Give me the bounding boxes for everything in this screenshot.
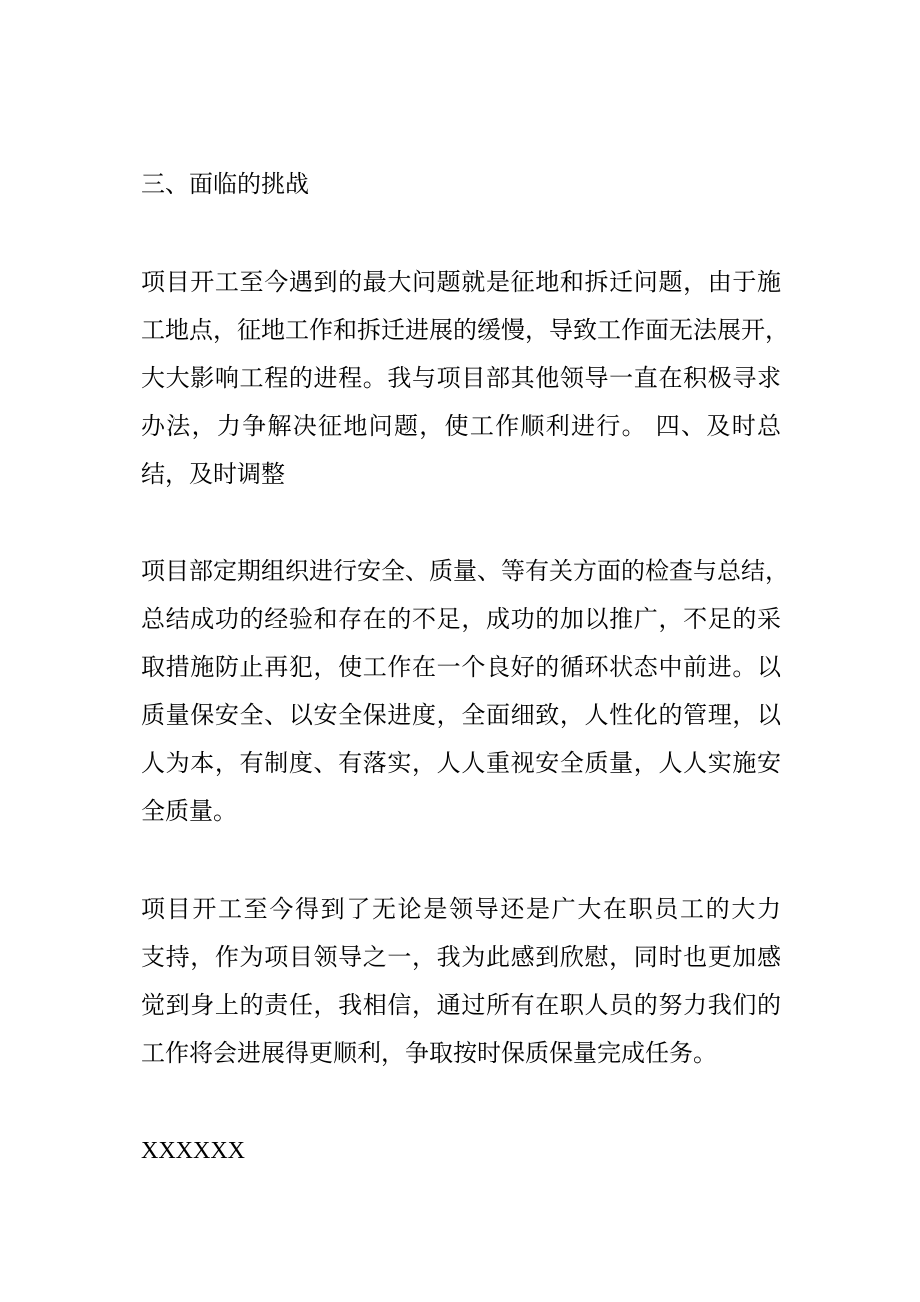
paragraph-1-line-5: 结，及时调整: [141, 460, 285, 488]
section-heading: 三、面临的挑战: [141, 170, 309, 198]
paragraph-2-line-6: 全质量。: [141, 797, 237, 825]
paragraph-3-line-4: 工作将会进展得更顺利，争取按时保质保量完成任务。: [141, 1039, 717, 1067]
paragraph-1-line-4: 办法，力争解决征地问题，使工作顺利进行。 四、及时总: [141, 412, 781, 440]
paragraph-3-line-1: 项目开工至今得到了无论是领导还是广大在职员工的大力: [141, 895, 781, 923]
paragraph-2-line-2: 总结成功的经验和存在的不足，成功的加以推广，不足的采: [141, 605, 781, 633]
paragraph-2-line-3: 取措施防止再犯，使工作在一个良好的循环状态中前进。以: [141, 653, 781, 681]
paragraph-1-line-2: 工地点，征地工作和拆迁进展的缓慢，导致工作面无法展开，: [141, 316, 789, 344]
paragraph-2-line-1: 项目部定期组织进行安全、质量、等有关方面的检查与总结，: [141, 557, 789, 585]
paragraph-2-line-5: 人为本，有制度、有落实，人人重视安全质量，人人实施安: [141, 749, 781, 777]
paragraph-1-line-3: 大大影响工程的进程。我与项目部其他领导一直在积极寻求: [141, 364, 781, 392]
paragraph-2-line-4: 质量保安全、以安全保进度，全面细致，人性化的管理，以: [141, 701, 781, 729]
paragraph-3-line-3: 觉到身上的责任，我相信，通过所有在职人员的努力我们的: [141, 991, 781, 1019]
paragraph-3-line-2: 支持，作为项目领导之一，我为此感到欣慰，同时也更加感: [141, 943, 781, 971]
paragraph-1-line-1: 项目开工至今遇到的最大问题就是征地和拆迁问题，由于施: [141, 268, 781, 296]
signature: XXXXXX: [141, 1138, 245, 1164]
